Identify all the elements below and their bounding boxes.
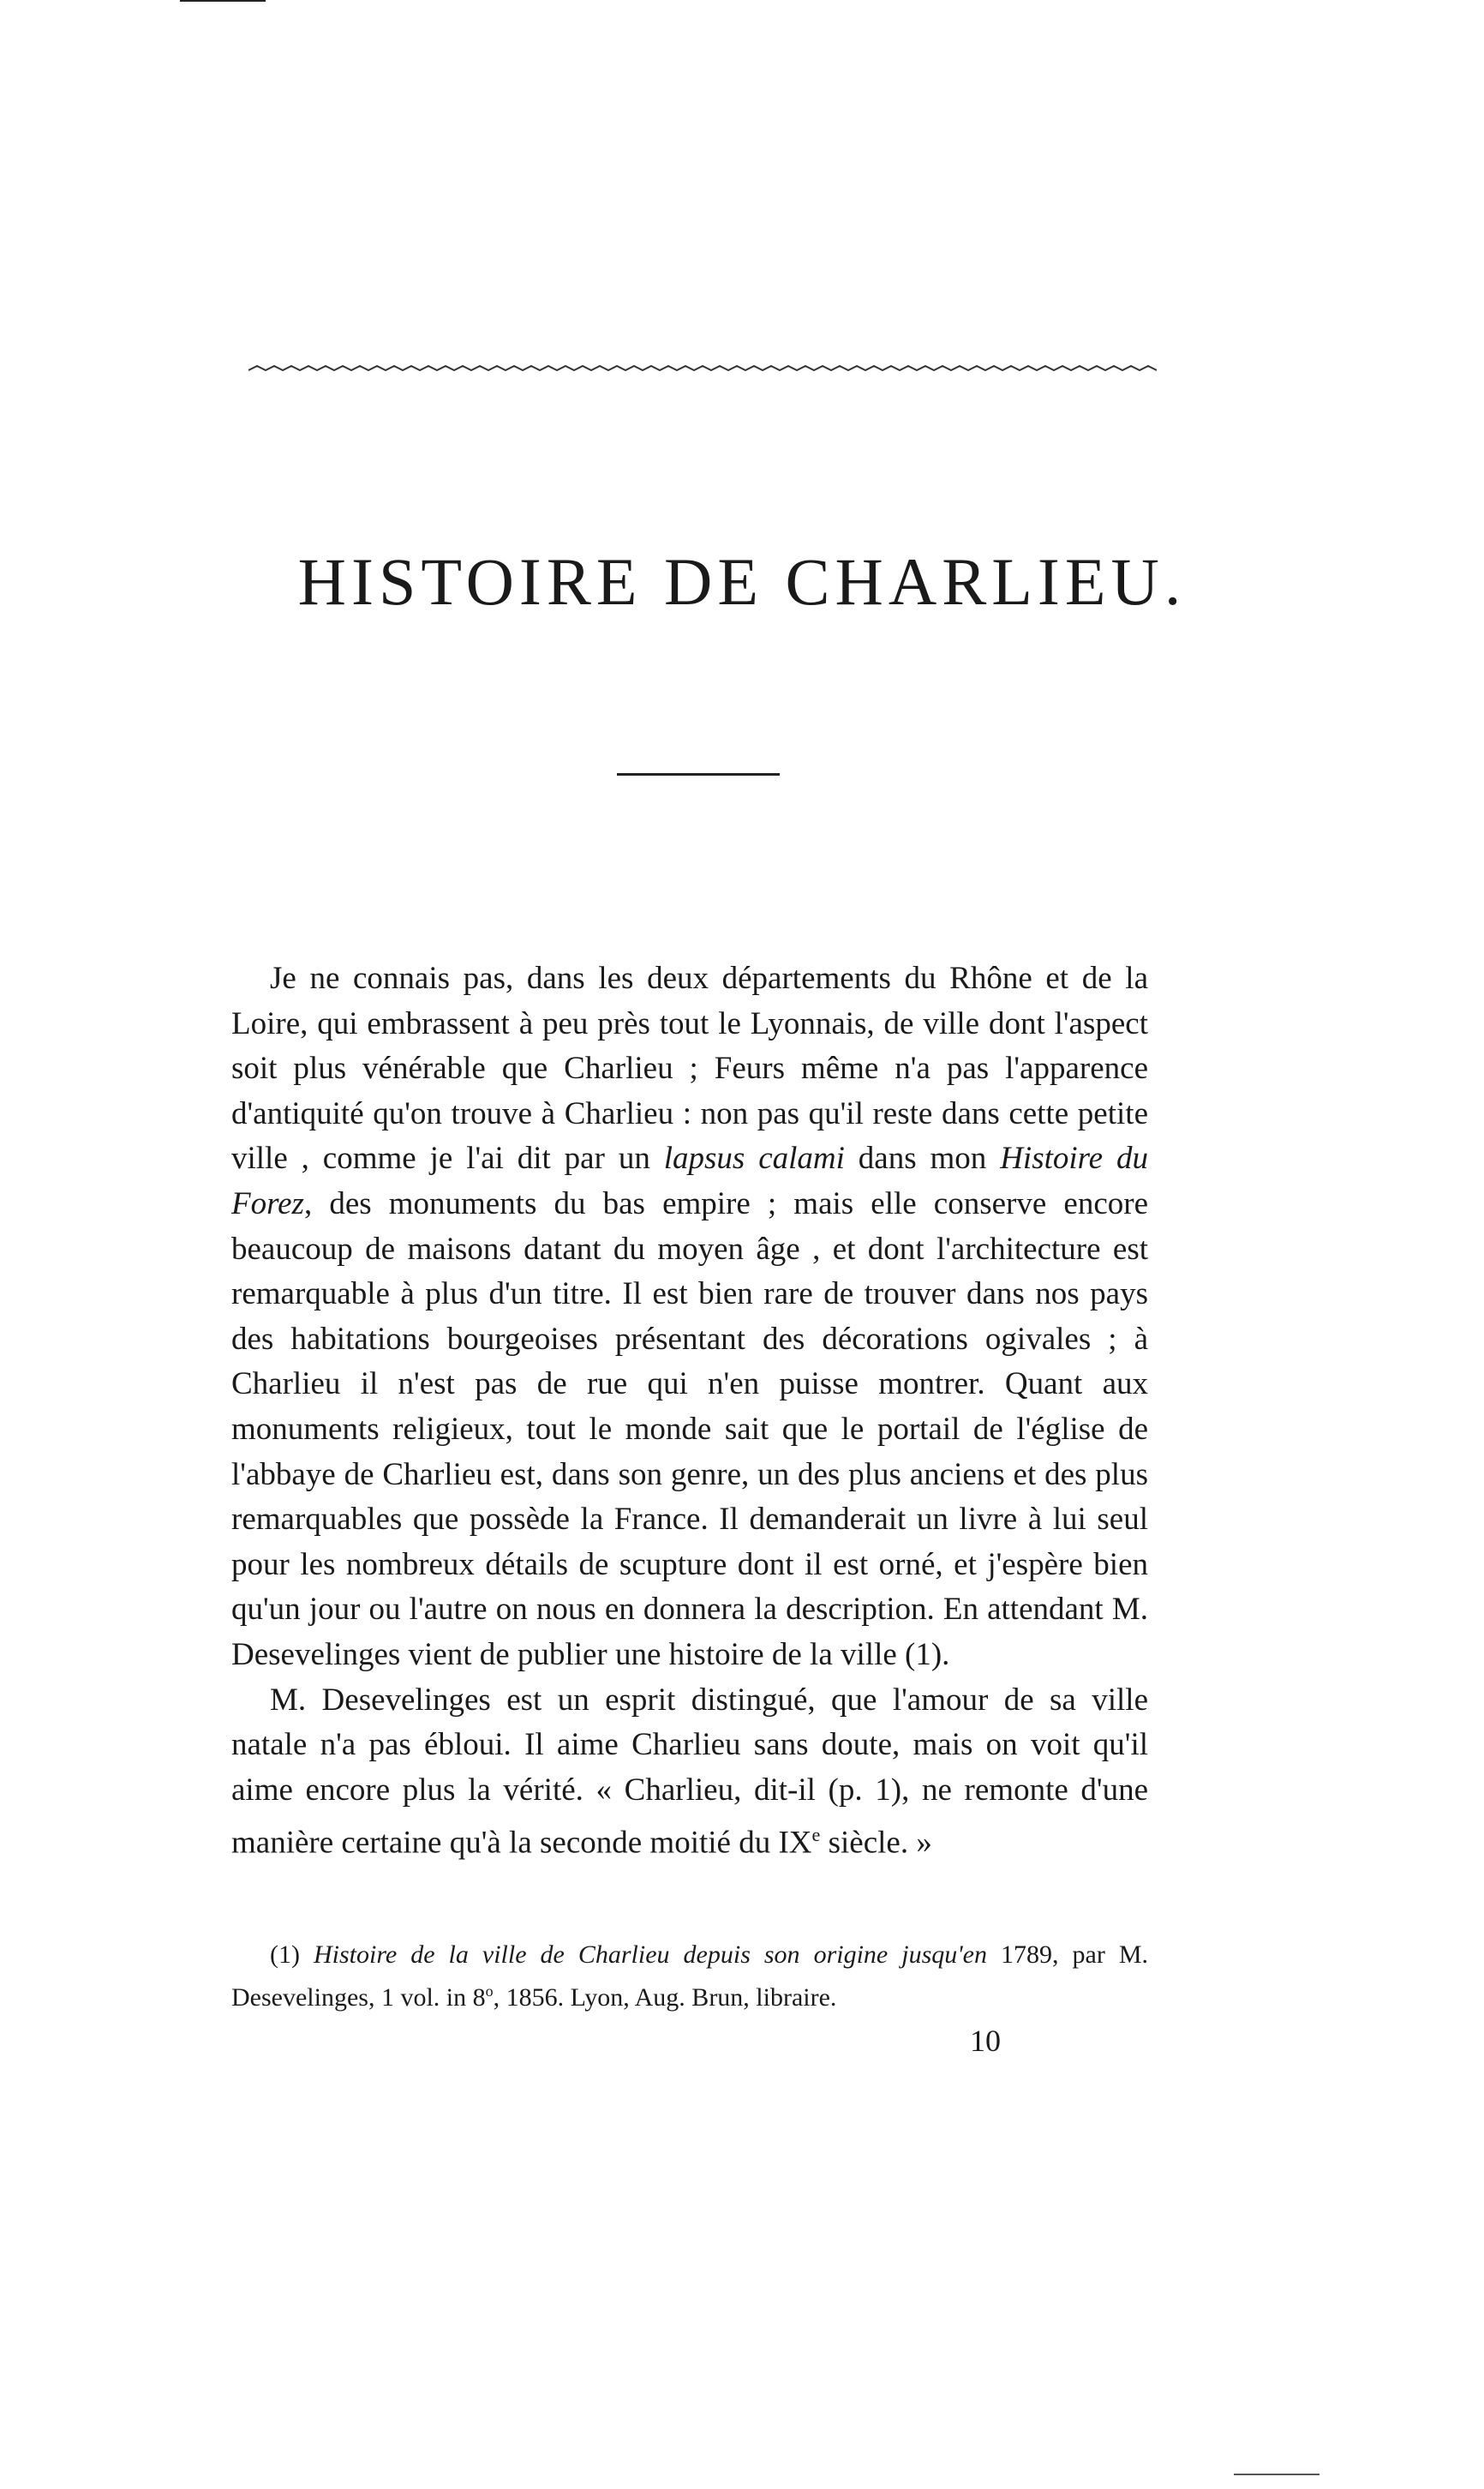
top-edge-rule — [180, 0, 266, 2]
paragraph-1-text-b: dans mon — [844, 1141, 1001, 1177]
footnote — [231, 1937, 1148, 2016]
footnote-superscript-o: o — [485, 1982, 494, 2000]
wavy-ornament-rule — [248, 358, 1157, 379]
page-title: HISTOIRE DE CHARLIEU. — [297, 544, 1187, 619]
paragraph-1-text-c: , des monuments du bas empire ; mais elle conserve encore beaucoup de maisons datant du moyen âge , et dont l'architecture est remarquable à plus d'un titre. Il est bien rare de trouver dans nos pays des habitations bourgeoises présentant des décorations ogivales ; à Charlieu il n'est pas de rue qui n'en puisse montrer. Quant aux monuments religieux, tout le monde sait que le portail de l'église de l'abbaye de Charlieu est, dans son genre, un des plus anciens et des plus remarquables que possède la France. Il demanderait un livre à lui seul pour les nombreux détails de scupture dont il est orné, et j'espère bien qu'un jour ou l'autre on nous en donnera la description. En attendant M. Desevelinges vient de publier une histoire de la ville (1). — [231, 1185, 1148, 1672]
title-divider — [617, 773, 780, 776]
paragraph-1-text: Je ne connais pas, dans les deux départements du Rhône et de la Loire, qui embrassent à peu près tout le Lyonnais, de ville dont l'aspect soit plus vénérable que Charlieu ; Feurs même n'a pas l'apparence d'antiquité qu'on trouve à Charlieu : non pas qu'il reste dans cette petite ville , comme je l'ai dit par un — [231, 961, 1148, 1177]
body-text — [231, 957, 1148, 1866]
footnote-citation-end: , 1856. Lyon, Aug. Brun, libraire. — [493, 1983, 837, 2012]
paragraph-1 — [231, 957, 1148, 1678]
superscript-e: e — [811, 1824, 821, 1846]
italic-histoire-du-forez: Histoire du Forez — [231, 1141, 1148, 1221]
page-number: 10 — [970, 2024, 1001, 2058]
paragraph-2-text-b: siècle. » — [820, 1825, 932, 1861]
paragraph-2 — [231, 1678, 1148, 1867]
bottom-edge-rule — [1234, 2474, 1319, 2475]
footnote-marker: (1) — [270, 1940, 314, 1969]
paragraph-2-text: M. Desevelinges est un esprit distingué, que l'amour de sa ville natale n'a pas ébloui. Il aime Charlieu sans doute, mais on voit qu'il aime encore plus la vérité. « Charlieu, dit-il (p. 1), ne remonte d'une manière certaine qu'à la seconde moitié du IX — [231, 1682, 1148, 1861]
italic-lapsus-calami: lapsus calami — [663, 1141, 845, 1177]
footnote-citation: 1789, par M. Desevelinges, 1 vol. in 8 — [231, 1940, 1148, 2012]
footnote-text — [231, 1937, 1148, 2016]
footnote-book-title: Histoire de la ville de Charlieu depuis son origine jusqu'en — [314, 1940, 987, 1969]
